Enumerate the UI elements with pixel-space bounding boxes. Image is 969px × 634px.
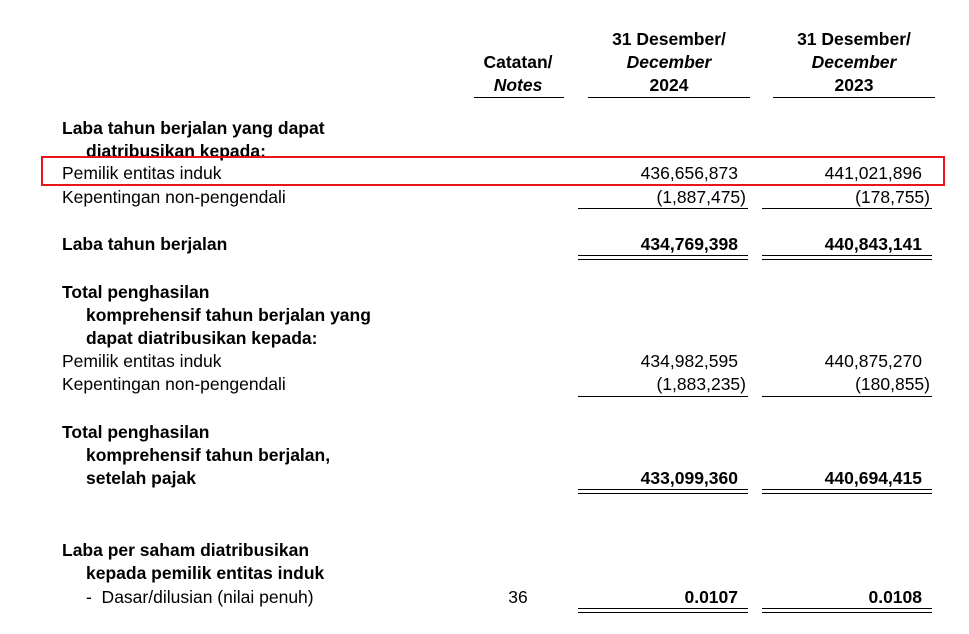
col-2024-header-year: 2024 xyxy=(649,75,689,95)
profit-nci-2023: (178,755) xyxy=(855,187,930,207)
profit-nci-2024: (1,887,475) xyxy=(656,187,746,207)
comp-total-label: Total penghasilan xyxy=(62,422,210,442)
eps-2023: 0.0108 xyxy=(868,587,922,607)
comp-nci-label: Kepentingan non-pengendali xyxy=(62,374,286,394)
profit-total-2023: 440,843,141 xyxy=(824,234,922,254)
profit-nci-2024-rule xyxy=(578,208,748,209)
comp-owner-label: Pemilik entitas induk xyxy=(62,351,222,371)
profit-owner-label: Pemilik entitas induk xyxy=(62,163,222,183)
profit-nci-2023-rule xyxy=(762,208,932,209)
profit-total-2023-double-rule xyxy=(762,255,932,260)
eps-title: Laba per saham diatribusikan xyxy=(62,540,310,560)
comp-attr-title-cont2: dapat diatribusikan kepada: xyxy=(86,328,318,348)
notes-header-rule xyxy=(474,97,564,98)
profit-owner-2023: 441,021,896 xyxy=(824,163,922,183)
profit-owner-2024: 436,656,873 xyxy=(640,163,738,183)
col-2024-header-line1: 31 Desember/ xyxy=(612,29,726,49)
comp-nci-2023: (180,855) xyxy=(855,374,930,394)
comp-nci-2024-rule xyxy=(578,396,748,397)
notes-header-en: Notes xyxy=(493,75,543,95)
comp-owner-2024: 434,982,595 xyxy=(640,351,738,371)
highlight-box xyxy=(41,156,945,186)
comp-attr-title: Total penghasilan xyxy=(62,282,210,302)
profit-attr-title: Laba tahun berjalan yang dapat xyxy=(62,118,325,138)
comp-total-2024: 433,099,360 xyxy=(640,468,738,488)
eps-note-ref: 36 xyxy=(508,587,528,607)
comp-total-2023-double-rule xyxy=(762,489,932,494)
comp-total-2023: 440,694,415 xyxy=(824,468,922,488)
eps-basic-diluted-label: - Dasar/dilusian (nilai penuh) xyxy=(86,587,314,607)
comp-owner-2023: 440,875,270 xyxy=(824,351,922,371)
col-2023-header-rule xyxy=(773,97,935,98)
notes-header: Catatan/ xyxy=(483,52,553,72)
comp-total-2024-double-rule xyxy=(578,489,748,494)
profit-attr-title-cont: diatribusikan kepada: xyxy=(86,141,266,161)
col-2024-header-line2: December xyxy=(626,52,712,72)
col-2023-header-year: 2023 xyxy=(834,75,874,95)
eps-2023-double-rule xyxy=(762,608,932,613)
col-2023-header-line1: 31 Desember/ xyxy=(797,29,911,49)
comp-nci-2024: (1,883,235) xyxy=(656,374,746,394)
col-2024-header-rule xyxy=(588,97,750,98)
col-2023-header-line2: December xyxy=(811,52,897,72)
profit-nci-label: Kepentingan non-pengendali xyxy=(62,187,286,207)
comp-total-label-cont1: komprehensif tahun berjalan, xyxy=(86,445,331,465)
profit-total-2024-double-rule xyxy=(578,255,748,260)
eps-2024: 0.0107 xyxy=(684,587,738,607)
eps-title-cont: kepada pemilik entitas induk xyxy=(86,563,325,583)
comp-nci-2023-rule xyxy=(762,396,932,397)
eps-2024-double-rule xyxy=(578,608,748,613)
comp-total-label-cont2: setelah pajak xyxy=(86,468,196,488)
profit-total-2024: 434,769,398 xyxy=(640,234,738,254)
comp-attr-title-cont1: komprehensif tahun berjalan yang xyxy=(86,305,371,325)
profit-total-label: Laba tahun berjalan xyxy=(62,234,228,254)
